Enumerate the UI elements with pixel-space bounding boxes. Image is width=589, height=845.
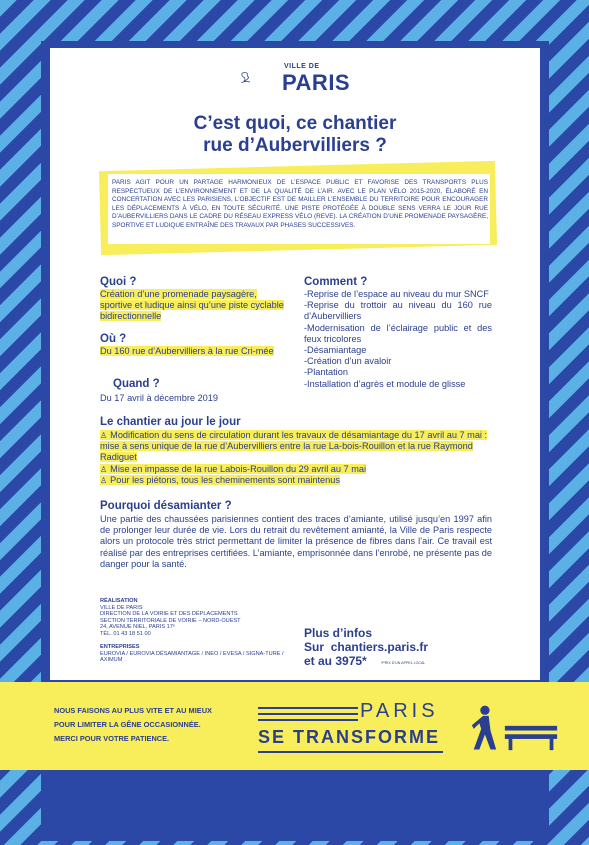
ou-text-highlight: Du 160 rue d’Aubervilliers à la rue Cri-mée [100, 346, 274, 356]
desamianter-text: Une partie des chaussées parisiennes contient des traces d’amiante, utilisé jusqu’en 1997 afin de prolonger leur durée de vie. Lors du retrait du revêtement amianté, la Ville de Paris respecte alors un protocole très strict permettant de limiter la présence de fibres dans l’air. Ce travail est réalisé par des entreprises certifiées. L’amiante, emprisonnée dans l’enrobé, ne présente pas de danger pour la santé. [100, 514, 492, 569]
logo-ville-text: VILLE DE [284, 63, 320, 70]
banner-stripes [258, 707, 358, 725]
intro-paragraph: PARIS AGIT POUR UN PARTAGE HARMONIEUX DE L’ESPACE PUBLIC ET FAVORISE DES TRANSPORTS PLUS RESPECTUEUX DE L’ENVIRONNEMENT ET DE LA QUALITÉ DE L’AIR. AVEC LE PLAN VÉLO 2015-2020, ÉLABORÉ EN CONCERTATION AVEC LES PARISIENS, L’OBJECTIF EST DE MAILLER L’ENSEMBLE DU TERRITOIRE POUR ENCOURAGER LES DÉPLACEMENTS À VÉLO, EN TOUTE SÉCURITÉ. UNE PISTE PROTÉGÉE À DOUBLE SENS VERRA LE JOUR RUE D’AUBERVILLIERS DANS LE CADRE DU RÉSEAU EXPRESS VÉLO (REVE). LA CRÉATION D’UNE PROMENADE PAYSAGÈRE, SPORTIVE ET LUDIQUE ENTRAÎNE DES TRAVAUX PAR PHASES SUCCESSIVES. [112, 179, 488, 229]
banner-paris-text: PARIS [360, 700, 439, 722]
banner-transforme-text: SE TRANSFORME [258, 727, 441, 747]
comment-item: -Création d’un avaloir [304, 356, 392, 367]
title-line-1: C’est quoi, ce chantier [193, 113, 397, 134]
infos-phone: et au 3975* [304, 654, 367, 668]
worker-icon: ♙ [100, 475, 108, 485]
ou-heading: Où ? [100, 333, 127, 345]
entreprises-block [100, 644, 290, 664]
realisation-heading: RÉALISATION [100, 598, 138, 604]
logo-paris-text: PARIS [282, 70, 351, 95]
desamianter-heading: Pourquoi désamianter ? [100, 500, 232, 512]
infos-site-link[interactable]: chantiers.paris.fr [330, 640, 429, 654]
paris-logo-icon [240, 58, 280, 98]
realisation-line: DIRECTION DE LA VOIRIE ET DES DÉPLACEMENTS [100, 611, 238, 618]
banner-message-line: POUR LIMITER LA GÊNE OCCASIONNÉE. [54, 720, 201, 729]
infos-note: *PRIX D’UN APPEL LOCAL [381, 661, 426, 665]
worker-icon: ♙ [100, 464, 108, 474]
jour-item [100, 430, 492, 464]
quoi-text-highlight: Création d’une promenade paysagère, sportive et ludique ainsi qu’une piste cyclable bidirectionnelle [100, 289, 284, 322]
infos-heading: Plus d’infos [304, 626, 373, 640]
comment-list [304, 289, 492, 390]
realisation-line: 24, AVENUE NIEL, PARIS 17ᵉ [100, 624, 175, 631]
comment-item: -Plantation [304, 367, 348, 378]
entreprises-heading: ENTREPRISES [100, 644, 140, 650]
jour-item-text: Modification du sens de circulation durant les travaux de désamiantage du 17 avril au 7 mai : mise à sens unique de la rue d’Aubervilliers entre la rue La-bois-Rouillon et la rue Raymond Radiguet [100, 430, 488, 463]
entreprises-text: EUROVIA / EUROVIA DÉSAMIANTAGE / INEO / EVESA / SIGNA-TURE / AXIMUM [100, 650, 284, 664]
comment-item: -Reprise de l’espace au niveau du mur SNCF [304, 289, 489, 299]
banner-message-line: MERCI POUR VOTRE PATIENCE. [54, 734, 170, 743]
banner-message [54, 704, 212, 746]
realisation-line: SECTION TERRITORIALE DE VOIRIE – NORD-OUEST [100, 617, 241, 624]
banner-underline [258, 751, 443, 753]
jour-item [100, 475, 492, 486]
bench-icon [502, 724, 560, 752]
infos-site [304, 640, 428, 654]
infos-site-prefix: Sur [304, 640, 325, 654]
jour-item-text: Pour les piétons, tous les cheminements sont maintenus [110, 474, 340, 485]
realisation-line: VILLE DE PARIS [100, 604, 143, 611]
ou-text [100, 346, 290, 357]
comment-heading: Comment ? [304, 276, 368, 288]
comment-item: -Installation d’agrès et module de glisse [304, 378, 466, 389]
banner-message-line: NOUS FAISONS AU PLUS VITE ET AU MIEUX [54, 706, 212, 715]
quoi-text [100, 289, 290, 323]
title-line-2: rue d’Aubervilliers ? [203, 135, 387, 156]
jour-item-text: Mise en impasse de la rue Labois-Rouillon du 29 avril au 7 mai [110, 463, 367, 474]
quand-text: Du 17 avril à décembre 2019 [100, 393, 218, 403]
pedestrian-icon [470, 704, 498, 752]
page-title [60, 113, 530, 157]
worker-icon: ♙ [100, 431, 108, 440]
jour-heading: Le chantier au jour le jour [100, 416, 241, 428]
comment-item: -Modernisation de l’éclairage public et des feux tricolores [304, 322, 492, 344]
comment-item: -Reprise du trottoir au niveau du 160 rue d’Aubervilliers [304, 300, 492, 322]
quand-heading: Quand ? [113, 378, 160, 390]
comment-item: -Désamiantage [304, 345, 367, 356]
realisation-block [100, 598, 290, 638]
jour-item [100, 464, 492, 475]
realisation-line: TÉL. 01 43 18 51 00 [100, 630, 151, 637]
jour-list [100, 430, 492, 486]
quoi-heading: Quoi ? [100, 276, 137, 288]
